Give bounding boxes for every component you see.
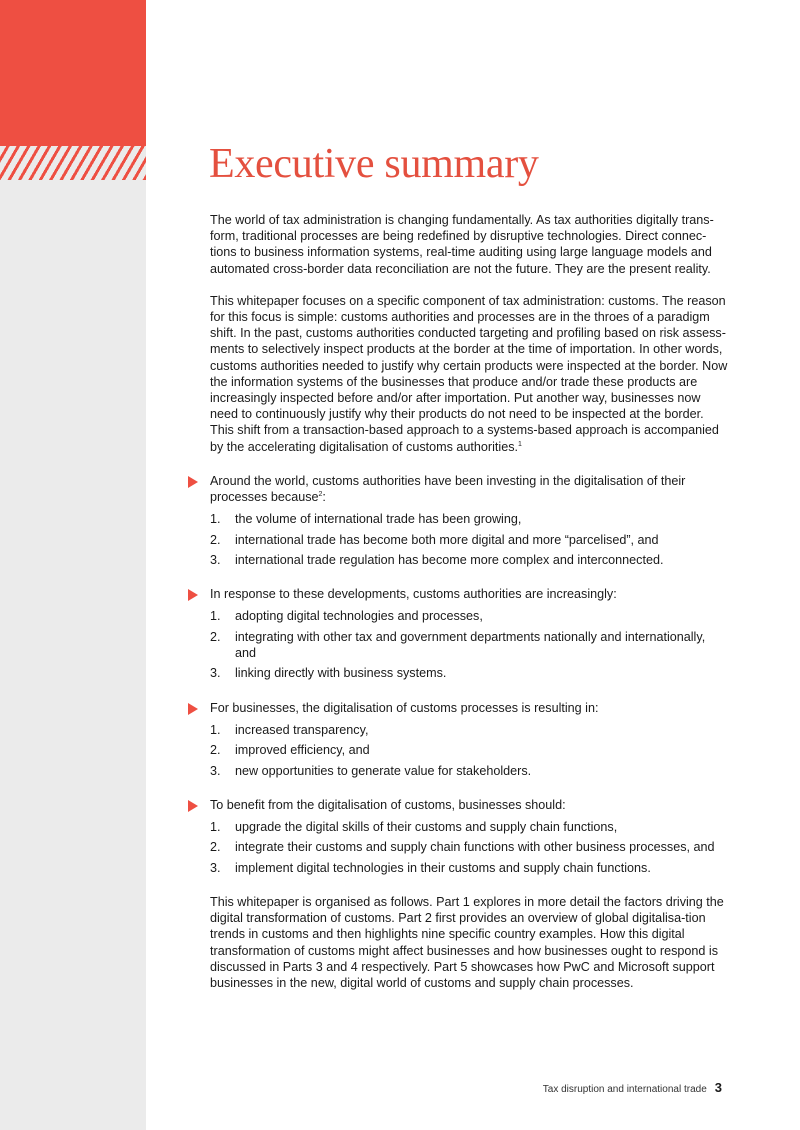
list-text: linking directly with business systems. [235, 666, 447, 681]
list-text: the volume of international trade has been growing, [235, 512, 522, 527]
section-heading-text: Around the world, customs authorities have been investing in the digitalisation of their processes because [210, 473, 686, 505]
list-item [210, 722, 728, 738]
footer-text: Tax disruption and international trade [542, 1084, 707, 1095]
arrow-bullet-icon [188, 589, 198, 601]
list-text: international trade has become both more digital and more “parcelised”, and [235, 532, 659, 547]
main-content [210, 212, 728, 1007]
list-item [210, 608, 728, 624]
list-item [210, 819, 728, 835]
section-drivers [210, 473, 728, 568]
intro-paragraph-2 [210, 293, 728, 455]
list-item [210, 532, 728, 548]
list-text: improved efficiency, and [235, 743, 370, 758]
hatch-pattern [0, 146, 146, 180]
section-heading [210, 473, 728, 505]
section-heading-end: : [322, 490, 326, 505]
list-item [210, 552, 728, 568]
list-text: integrate their customs and supply chain functions with other business processes, and [235, 840, 715, 855]
accent-block [0, 0, 146, 146]
list-item [210, 860, 728, 876]
list-text: upgrade the digital skills of their customs and supply chain functions, [235, 820, 618, 835]
section-heading [210, 586, 728, 602]
list-item [210, 763, 728, 779]
list-item [210, 629, 728, 661]
list-item [210, 665, 728, 681]
list-number: 2. [210, 532, 221, 547]
page-number: 3 [714, 1080, 722, 1095]
list-item [210, 511, 728, 527]
arrow-bullet-icon [188, 800, 198, 812]
section-results [210, 700, 728, 779]
section-heading-text: To benefit from the digitalisation of customs, businesses should: [210, 797, 566, 812]
list-item [210, 742, 728, 758]
list-number: 3. [210, 763, 221, 778]
section-heading-text: For businesses, the digitalisation of customs processes is resulting in: [210, 700, 599, 715]
list-text: increased transparency, [235, 722, 369, 737]
list-number: 1. [210, 512, 221, 527]
list-number: 3. [210, 553, 221, 568]
footnote-marker: 2 [318, 490, 323, 498]
section-heading [210, 797, 728, 813]
list-number: 3. [210, 860, 221, 875]
closing-paragraph: This whitepaper is organised as follows. Part 1 explores in more detail the factors driving the digital transformation of customs. Part 2 first provides an overview of global digitalisa-tion trends in customs and then highlights nine specific country examples. How this digital transformation of customs might affect businesses and how businesses ought to respond is discussed in Parts 3 and 4 respectively. Part 5 showcases how PwC and Microsoft support businesses in the new, digital world of customs and supply chain processes. [210, 895, 724, 991]
list-text: new opportunities to generate value for stakeholders. [235, 763, 532, 778]
arrow-bullet-icon [188, 703, 198, 715]
intro-paragraph-2-text: This whitepaper focuses on a specific component of tax administration: customs. The reason for this focus is simple: customs authorities and processes are in the throes of a paradigm shift. In the past, customs authorities conducted targeting and profiling based on risk assess-ments to selectively inspect products at the border at the time of importation. In other words, customs authorities needed to justify why certain products were inspected at the border. Now the information systems of the businesses that produce and/or trade these products are increasingly inspected before and/or after importation. Put another way, businesses now need to continuously justify why their products do not need to be inspected at the border. This shift from a transaction-based approach to a systems-based approach is accompanied by the accelerating digitalisation of customs authorities. [210, 293, 728, 454]
list-number: 2. [210, 629, 221, 644]
list-item [210, 839, 728, 855]
section-heading [210, 700, 728, 716]
page-title: Executive summary [209, 141, 539, 187]
list-text: adopting digital technologies and processes, [235, 609, 483, 624]
list-text: integrating with other tax and government departments nationally and internationally, and [235, 629, 706, 661]
numbered-list [210, 722, 728, 779]
intro-paragraph-1: The world of tax administration is changing fundamentally. As tax authorities digitally trans-form, traditional processes are being redefined by disruptive technologies. Direct connec-tions to business information systems, real-time auditing using large language models and automated cross-border data reconciliation are not the future. They are the present reality. [210, 213, 714, 276]
list-number: 2. [210, 743, 221, 758]
numbered-list [210, 608, 728, 681]
footnote-marker: 1 [518, 440, 522, 448]
list-number: 1. [210, 609, 221, 624]
list-number: 2. [210, 840, 221, 855]
list-number: 1. [210, 722, 221, 737]
list-text: implement digital technologies in their customs and supply chain functions. [235, 860, 651, 875]
list-number: 3. [210, 666, 221, 681]
section-recommendations [210, 797, 728, 876]
numbered-list [210, 511, 728, 568]
numbered-list [210, 819, 728, 876]
list-number: 1. [210, 820, 221, 835]
section-responses [210, 586, 728, 681]
list-text: international trade regulation has become more complex and interconnected. [235, 553, 664, 568]
page-footer [543, 1080, 722, 1095]
arrow-bullet-icon [188, 476, 198, 488]
section-heading-text: In response to these developments, customs authorities are increasingly: [210, 587, 617, 602]
